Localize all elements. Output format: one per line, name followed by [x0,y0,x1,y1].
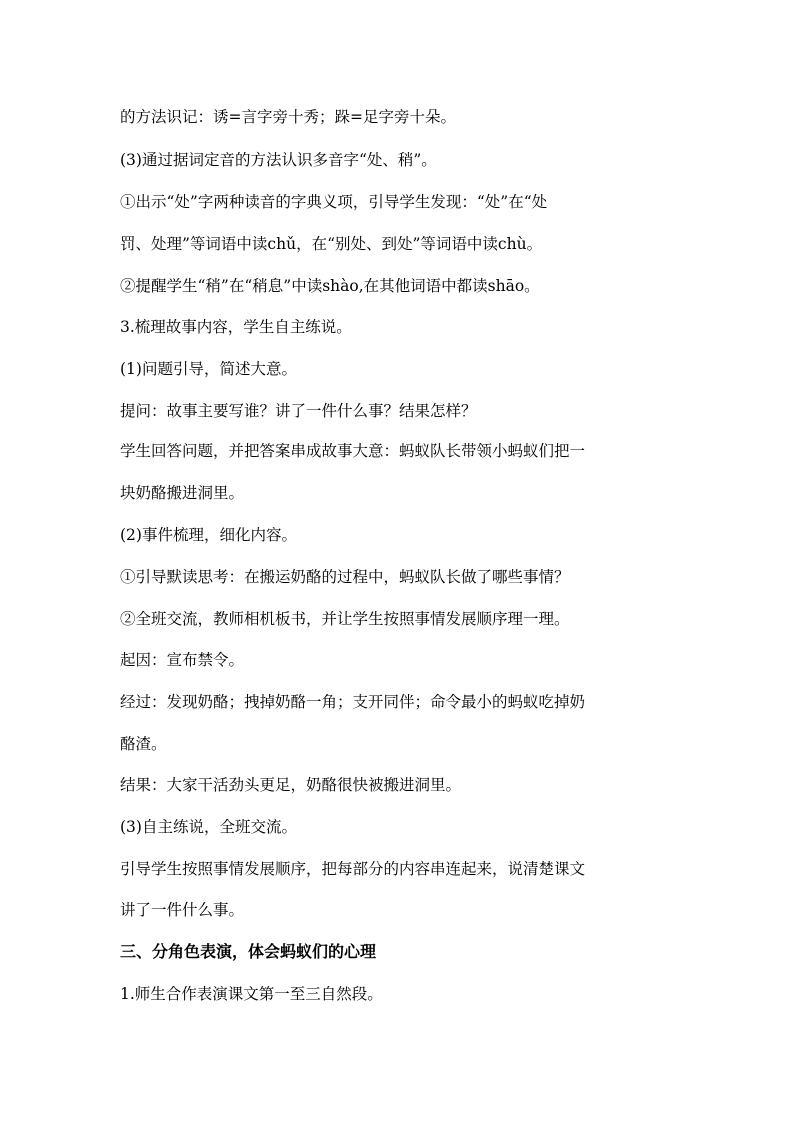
text-line: 块奶酪搬进洞里。 [120,484,245,502]
text-line: ②提醒学生“稍”在“稍息”中读shào,在其他词语中都读shāo。 [120,277,540,295]
text-line: 讲了一件什么事。 [120,901,245,919]
text-line: 学生回答问题，并把答案串成故事大意：蚂蚁队长带领小蚂蚁们把一 [120,442,586,460]
text-line: 引导学生按照事情发展顺序，把每部分的内容串连起来，说清楚课文 [120,860,586,878]
text-line: (2)事件梳理，细化内容。 [120,526,297,544]
text-line: 提问：故事主要写谁？讲了一件什么事？结果怎样？ [120,402,477,420]
text-line: (1)问题引导，简述大意。 [120,360,297,378]
text-line: ②全班交流，教师相机板书，并让学生按照事情发展顺序理一理。 [120,610,570,628]
text-line: 结果：大家干活劲头更足，奶酪很快被搬进洞里。 [120,776,462,794]
text-line: ①出示“处”字两种读音的字典义项，引导学生发现：“处”在“处 [120,193,548,211]
section-heading: 三、分角色表演，体会蚂蚁们的心理 [120,942,377,961]
text-line: ①引导默读思考：在搬运奶酪的过程中，蚂蚁队长做了哪些事情？ [120,568,570,586]
text-line: 3.梳理故事内容，学生自主练说。 [120,318,352,336]
text-line: (3)通过据词定音的方法认识多音字“处、稍”。 [120,151,437,169]
text-line: 酪渣。 [120,735,167,753]
text-line: 的方法识记：诱=言字旁十秀；跺=足字旁十朵。 [120,108,456,126]
text-line: 经过：发现奶酪；拽掉奶酪一角；支开同伴；命令最小的蚂蚁吃掉奶 [120,693,586,711]
text-line: (3)自主练说，全班交流。 [120,818,297,836]
text-line: 1.师生合作表演课文第一至三自然段。 [120,985,383,1003]
text-line: 起因：宣布禁令。 [120,651,245,669]
text-line: 罚、处理”等词语中读chǔ，在“别处、到处”等词语中读chù。 [120,235,543,253]
